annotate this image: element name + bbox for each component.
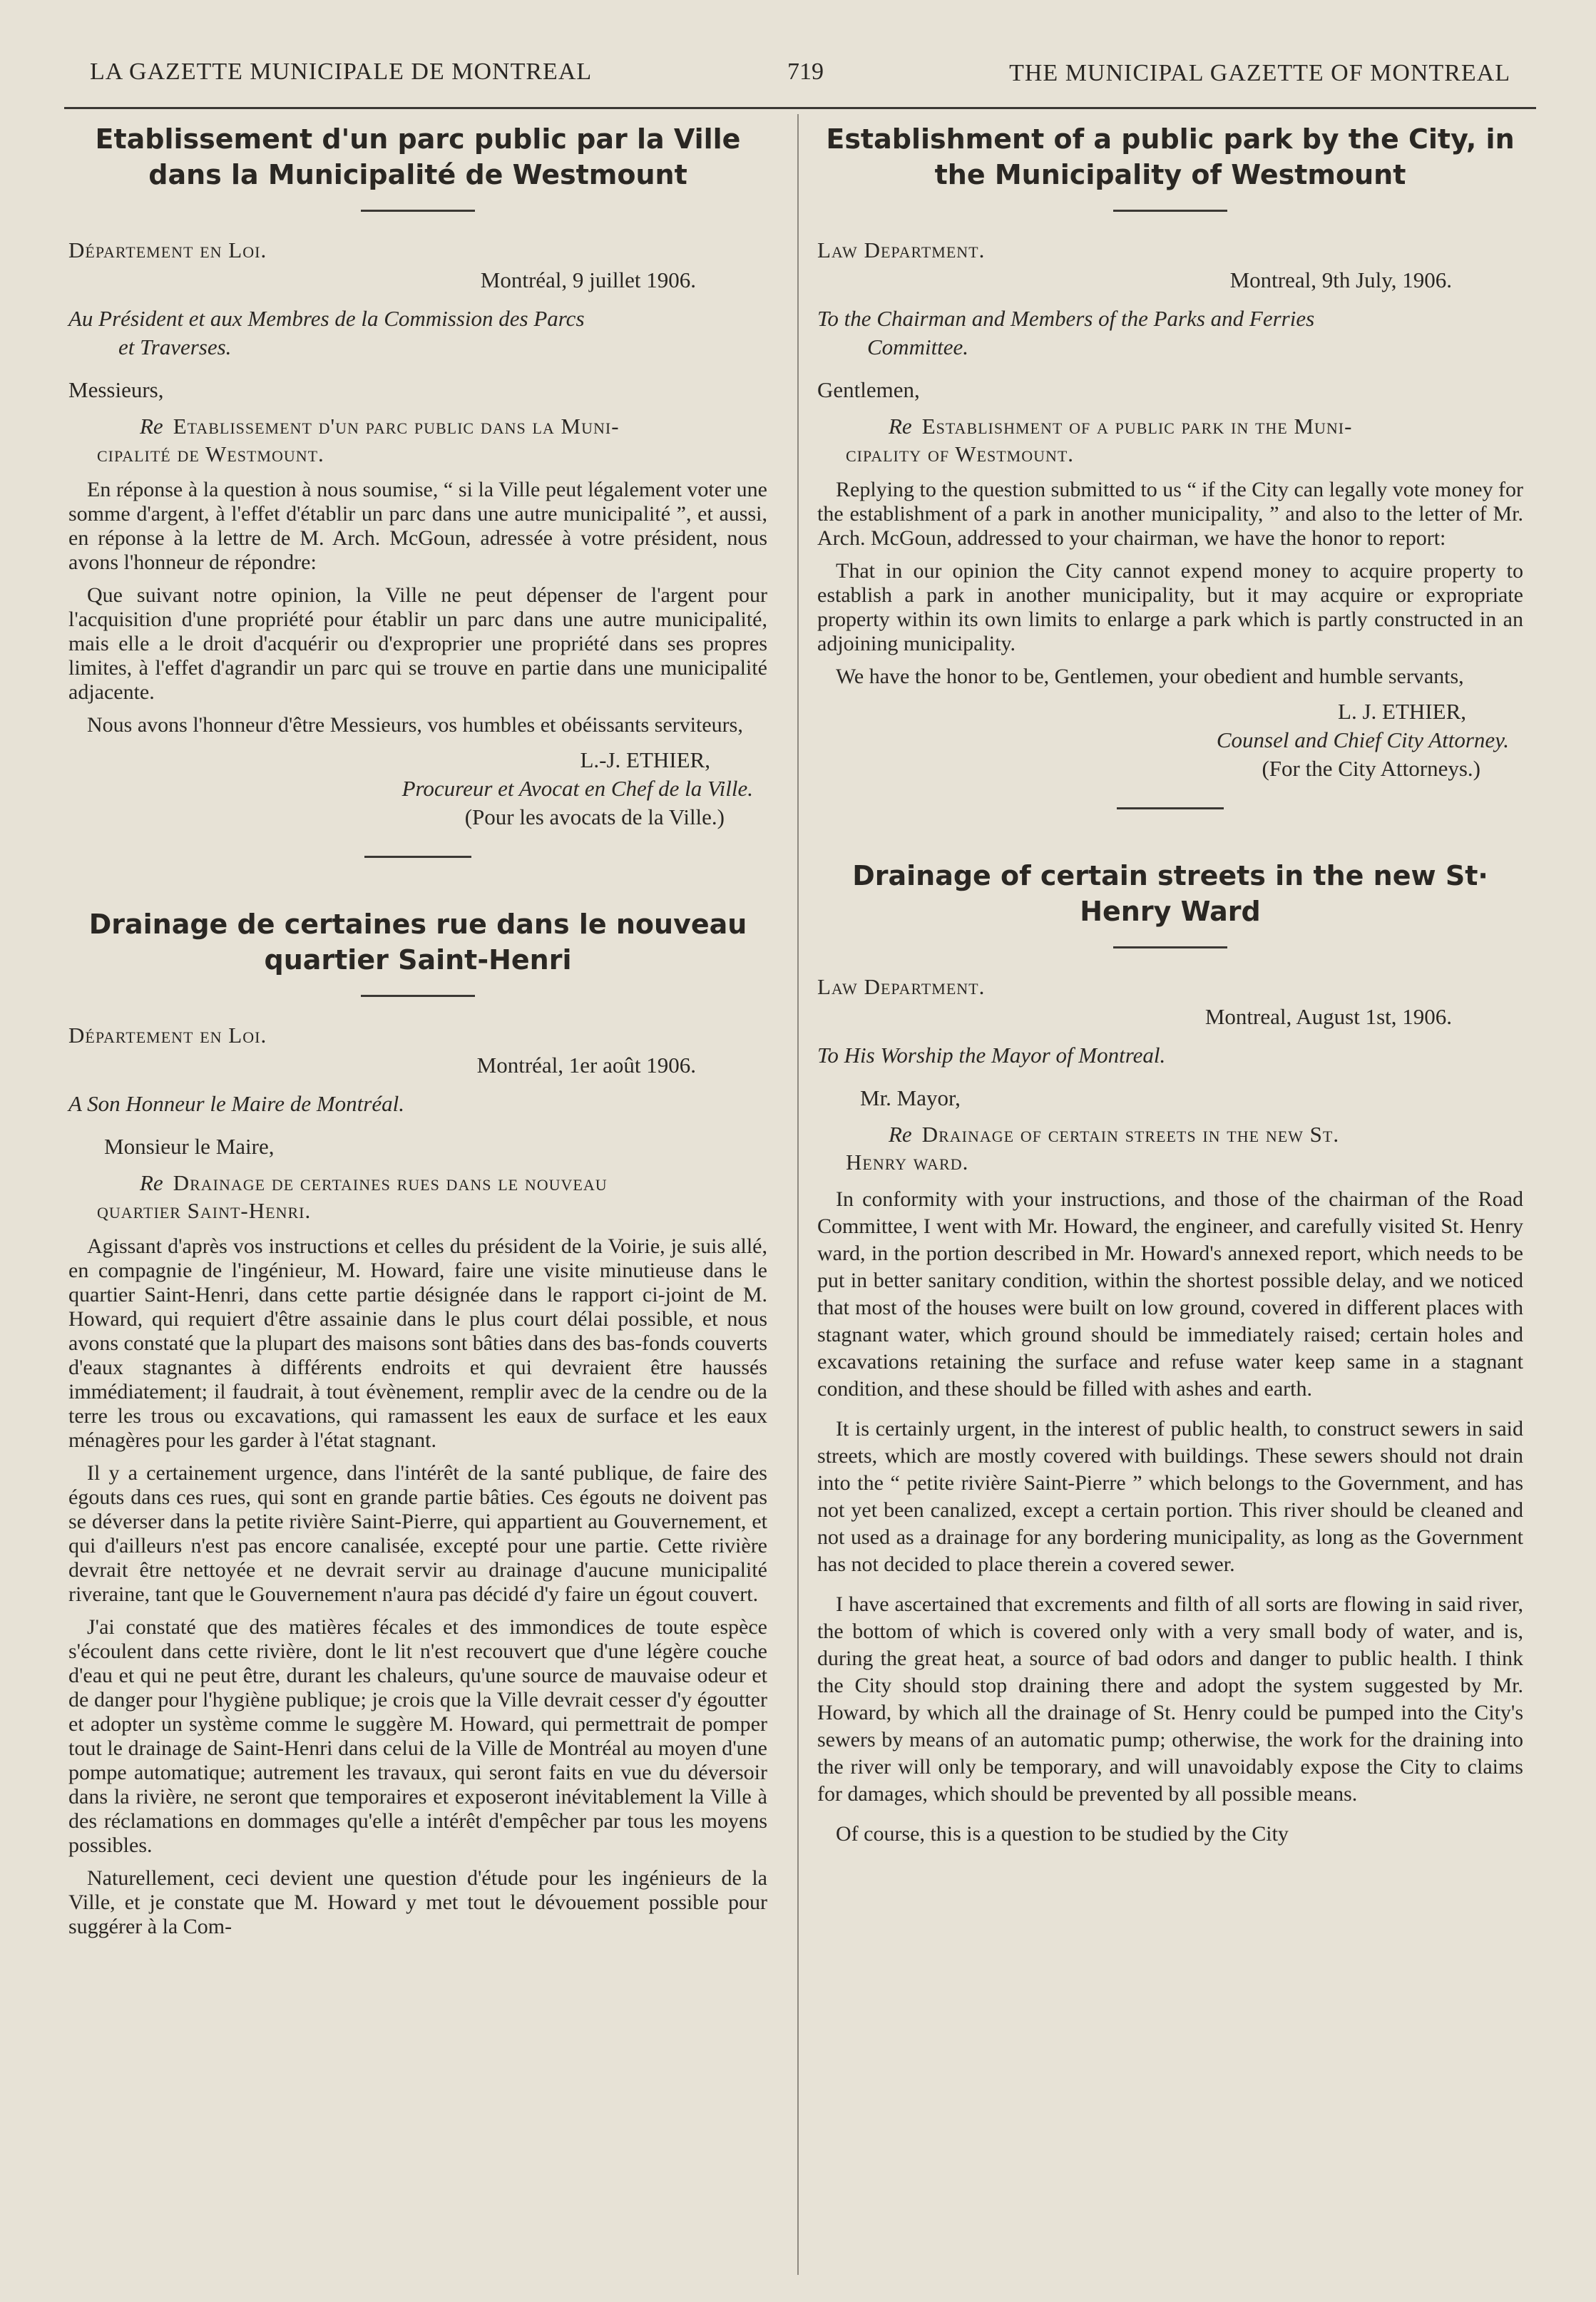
paragraph: That in our opinion the City cannot expend money to acquire property to establish a park in another municipality, but it may acquire or expropriate property within its own limits to enlarge a park which is partly constructed in an adjoining municipality. (817, 559, 1523, 655)
re-subject: cipality of Westmount. (846, 441, 1075, 466)
page-number: 719 (787, 58, 824, 85)
paragraph: It is certainly urgent, in the interest of public health, to construct sewers in said streets, which are mostly covered with buildings. These sewers should not drain into the “ petite rivière Saint-Pierre ” which belongs to the Government, and has not yet been canalized, except a certain portion. This river should be cleaned and not used as a drainage for any bordering municipality, as long as the Government has not decided to place therein a covered sewer. (817, 1417, 1523, 1576)
letter-address (68, 1090, 767, 1118)
header-french-title: LA GAZETTE MUNICIPALE DE MONTREAL (90, 58, 593, 85)
re-subject: Etablissement d'un parc public dans la Muni- (173, 414, 620, 439)
article-title: Drainage of certain streets in the new St· Henry Ward (852, 860, 1488, 927)
letter-address (817, 1041, 1523, 1070)
re-label: Re (140, 414, 163, 439)
paragraph: Il y a certainement urgence, dans l'intérêt de la santé publique, de faire des égouts dans ces rues, qui sont en grande partie bâties. Ces égouts ne doivent pas se déverser dans la petite rivière Saint-Pierre, qui appartient au Gouvernement, et qui d'ailleurs n'est pas encore canalisée, excepté pour une partie. Cette rivière devrait être nettoyée et ne devrait servir au drainage d'aucune municipalité riveraine, tant que le Gouvernement n'aura pas décidé d'y faire un égout couvert. (68, 1461, 767, 1606)
letter-address (817, 305, 1523, 362)
article-title: Establishment of a public park by the City, in the Municipality of Westmount (826, 123, 1515, 190)
header-rule (64, 107, 1536, 109)
paragraph: Nous avons l'honneur d'être Messieurs, vos humbles et obéissants serviteurs, (87, 713, 743, 737)
re-line (68, 413, 767, 468)
title-rule (361, 995, 475, 997)
title-rule (361, 210, 475, 212)
signature-name: L.-J. ETHIER, (580, 747, 710, 772)
salutation: Mr. Mayor, (860, 1085, 961, 1110)
paragraph: I have ascertained that excrements and filth of all sorts are flowing in said river, the bottom of which is covered only with a very small body of water, and is, during the great heat, a source of bad odors and danger to public health. I think the City should stop draining there and adopt the system suggested by Mr. Howard, by which all the drainage of St. Henry could be pumped into the City's sewers by means of an automatic pump; otherwise, the work for the draining into the river will only be temporary, and will unavoidably expose the City to claims for damages, which should be prevented by all possible means. (817, 1592, 1523, 1806)
re-label: Re (889, 1122, 912, 1147)
title-rule (1113, 946, 1227, 948)
paragraph: Replying to the question submitted to us “ if the City can legally vote money for the establishment of a park in another municipality, ” and also to the letter of Mr. Arch. McGoun, addressed to your chairman, we have the honor to report: (817, 478, 1523, 550)
address-line: et Traverses. (118, 334, 232, 359)
re-line (817, 413, 1523, 468)
re-subject: Establishment of a public park in the Muni- (921, 414, 1353, 439)
signature-name: L. J. ETHIER, (1338, 699, 1466, 724)
column-divider (797, 114, 799, 2275)
article-drainage-en (817, 858, 1523, 1848)
article-title: Drainage de certaines rue dans le nouveau quartier Saint-Henri (88, 909, 747, 976)
article-park-en (817, 121, 1523, 783)
re-subject: quartier Saint-Henri. (97, 1198, 312, 1223)
paragraph: En réponse à la question à nous soumise, “ si la Ville peut légalement voter une somme d'argent, à l'effet d'établir un parc dans une autre municipalité ”, et aussi, en réponse à la lettre de M. Arch. McGoun, adressée à votre président, nous avons l'honneur de répondre: (68, 478, 767, 574)
signature-role: Counsel and Chief City Attorney. (1216, 727, 1509, 752)
article-drainage-fr (68, 906, 767, 1939)
letter-date: Montreal, August 1st, 1906. (1204, 1004, 1452, 1029)
address-line: To His Worship the Mayor of Montreal. (817, 1043, 1166, 1068)
signature-role: Procureur et Avocat en Chef de la Ville. (401, 776, 753, 801)
article-title: Etablissement d'un parc public par la Ville dans la Municipalité de Westmount (95, 123, 741, 190)
paragraph: Naturellement, ceci devient une question d'étude pour les ingénieurs de la Ville, et je constate que M. Howard y met tout le dévouement possible pour suggérer à la Com- (68, 1866, 767, 1938)
page-header (90, 58, 1525, 98)
department-line: Law Department. (817, 974, 986, 999)
signature-block (817, 697, 1509, 783)
department-line: Département en Loi. (68, 237, 267, 262)
department-line: Département en Loi. (68, 1023, 267, 1048)
header-english-title: THE MUNICIPAL GAZETTE OF MONTREAL (1009, 60, 1510, 86)
paragraph: Que suivant notre opinion, la Ville ne peut dépenser de l'argent pour l'acquisition d'une propriété pour établir un parc dans une autre municipalité, mais elle a le droit d'acquérir ou d'exproprier une propriété dans ses propres limites, à l'effet d'agrandir un parc qui se trouve en partie dans une municipalité adjacente. (68, 583, 767, 704)
department-line: Law Department. (817, 237, 986, 262)
re-label: Re (140, 1170, 163, 1195)
letter-date: Montréal, 1er août 1906. (476, 1053, 696, 1078)
french-column (68, 121, 767, 1948)
paragraph: J'ai constaté que des matières fécales et des immondices de toute espèce s'écoulent dans cette rivière, dont le lit n'est recouvert que d'une légère couche d'eau et qui ne peut être, durant les chaleurs, qu'une source de mauvaise odeur et de danger pour l'hygiène publique; je crois que la Ville devrait cesser d'y égoutter et adopter un système comme le suggère M. Howard, qui permettrait de pomper tout le drainage de Saint-Henri dans celui de la Ville de Montréal au moyen d'une pompe automatique; autrement les travaux, qui seront faits en vue du déversoir dans la rivière, ne seront que temporaires et exposeront inévitablement la Ville à des réclamations en dommages qu'elle a intérêt d'empêcher par tous les moyens possibles. (68, 1615, 767, 1857)
re-line (817, 1121, 1523, 1176)
re-subject: cipalité de Westmount. (97, 441, 324, 466)
paragraph: Agissant d'après vos instructions et celles du président de la Voirie, je suis allé, en compagnie de l'ingénieur, M. Howard, faire une visite minutieuse dans le quartier Saint-Henri, dans cette partie désignée dans le rapport ci-joint de M. Howard, qui requiert d'être assainie dans le plus court délai possible, et nous avons constaté que la plupart des maisons sont bâties dans des bas-fonds couverts d'eaux stagnantes à différents endroits et qui devraient être haussés immédiatement; il faudrait, à tout évènement, remplir avec de la cendre ou de la terre les trous ou excavations, qui ramassent les eaux de surface et les eaux ménagères pour les garder à l'état stagnant. (68, 1234, 767, 1452)
article-separator (1117, 807, 1224, 809)
salutation: Messieurs, (68, 377, 164, 402)
salutation: Gentlemen, (817, 377, 920, 402)
re-subject: Henry ward. (846, 1150, 969, 1175)
signature-for: (For the City Attorneys.) (1262, 756, 1480, 781)
english-column (817, 121, 1523, 1861)
paragraph: We have the honor to be, Gentlemen, your obedient and humble servants, (836, 665, 1464, 688)
signature-block (68, 746, 753, 832)
letter-address (68, 305, 767, 362)
letter-date: Montréal, 9 juillet 1906. (480, 267, 696, 292)
paragraph: Of course, this is a question to be studied by the City (836, 1822, 1289, 1846)
re-subject: Drainage of certain streets in the new St. (921, 1122, 1340, 1147)
address-line: To the Chairman and Members of the Parks and Ferries (817, 306, 1315, 331)
re-label: Re (889, 414, 912, 439)
address-line: Au Président et aux Membres de la Commission des Parcs (68, 306, 585, 331)
re-line (68, 1170, 767, 1224)
article-separator (364, 856, 471, 858)
salutation: Monsieur le Maire, (104, 1134, 275, 1159)
re-subject: Drainage de certaines rues dans le nouveau (173, 1170, 608, 1195)
address-line: A Son Honneur le Maire de Montréal. (68, 1091, 404, 1116)
title-rule (1113, 210, 1227, 212)
address-line: Committee. (867, 334, 969, 359)
letter-date: Montreal, 9th July, 1906. (1229, 267, 1452, 292)
article-park-fr (68, 121, 767, 832)
paragraph: In conformity with your instructions, and those of the chairman of the Road Committee, I went with Mr. Howard, the engineer, and carefully visited St. Henry ward, in the portion described in Mr. Howard's annexed report, which needs to be put in better sanitary condition, within the shortest possible delay, and we noticed that most of the houses were built on low ground, covered in different places with stagnant water, which ground should be immediately raised; certain holes and excavations retaining the surface and refuse water keep same in a stagnant condition, and these should be filled with ashes and earth. (817, 1187, 1523, 1401)
signature-for: (Pour les avocats de la Ville.) (464, 804, 725, 829)
